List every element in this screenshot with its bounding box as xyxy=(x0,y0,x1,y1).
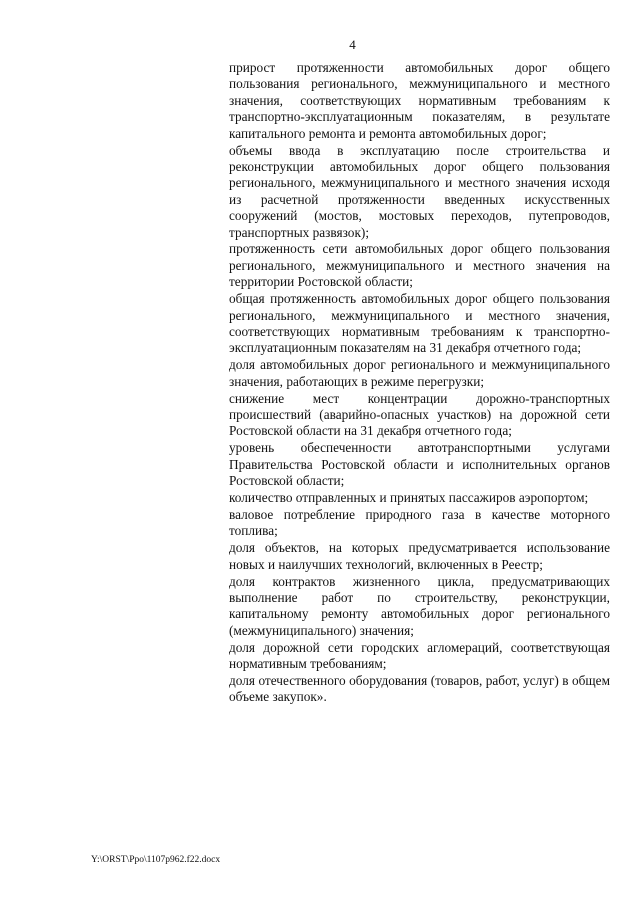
list-item: доля контрактов жизненного цикла, предусматривающих выполнение работ по строительству, реконструкции, капитальному ремонту автомобильных дорог регионального (межмуниципального) значения; xyxy=(229,573,610,638)
footer-file-path: Y:\ORST\Ppo\1107p962.f22.docx xyxy=(91,855,221,865)
list-item: количество отправленных и принятых пассажиров аэропортом; xyxy=(229,490,589,506)
list-item: протяженность сети автомобильных дорог общего пользования регионального, межмуниципального и местного значения на территории Ростовской области; xyxy=(229,241,610,290)
list-item: снижение мест концентрации дорожно-транспортных происшествий (аварийно-опасных участков) на дорожной сети Ростовской области на 31 декабря отчетного года; xyxy=(229,390,610,439)
page-number: 4 xyxy=(349,37,356,52)
document-body xyxy=(229,60,610,706)
list-item: доля объектов, на которых предусматривается использование новых и наилучших технологий, включенных в Реестр; xyxy=(229,540,610,572)
list-item: уровень обеспеченности автотранспортными услугами Правительства Ростовской области и исполнительных органов Ростовской области; xyxy=(229,440,610,489)
list-item: прирост протяженности автомобильных дорог общего пользования регионального, межмуниципального и местного значения, соответствующих нормативным требованиям к транспортно-эксплуатационным показателям, в результате капитального ремонта и ремонта автомобильных дорог; xyxy=(229,60,610,141)
list-item: объемы ввода в эксплуатацию после строительства и реконструкции автомобильных дорог общего пользования регионального, межмуниципального и местного значения исходя из расчетной протяженности введенных искусственных сооружений (мостов, мостовых переходов, путепроводов, транспортных развязок); xyxy=(229,142,610,240)
list-item: доля дорожной сети городских агломераций, соответствующая нормативным требованиям; xyxy=(229,639,610,672)
list-item: валовое потребление природного газа в качестве моторного топлива; xyxy=(229,506,610,539)
list-item: доля отечественного оборудования (товаров, работ, услуг) в общем объеме закупок». xyxy=(229,673,610,705)
list-item: общая протяженность автомобильных дорог общего пользования регионального, межмуниципального и местного значения, соответствующих нормативным требованиям к транспортно-эксплуатационным показателям на 31 декабря отчетного года; xyxy=(229,291,610,356)
list-item: доля автомобильных дорог регионального и межмуниципального значения, работающих в режиме перегрузки; xyxy=(229,357,610,389)
